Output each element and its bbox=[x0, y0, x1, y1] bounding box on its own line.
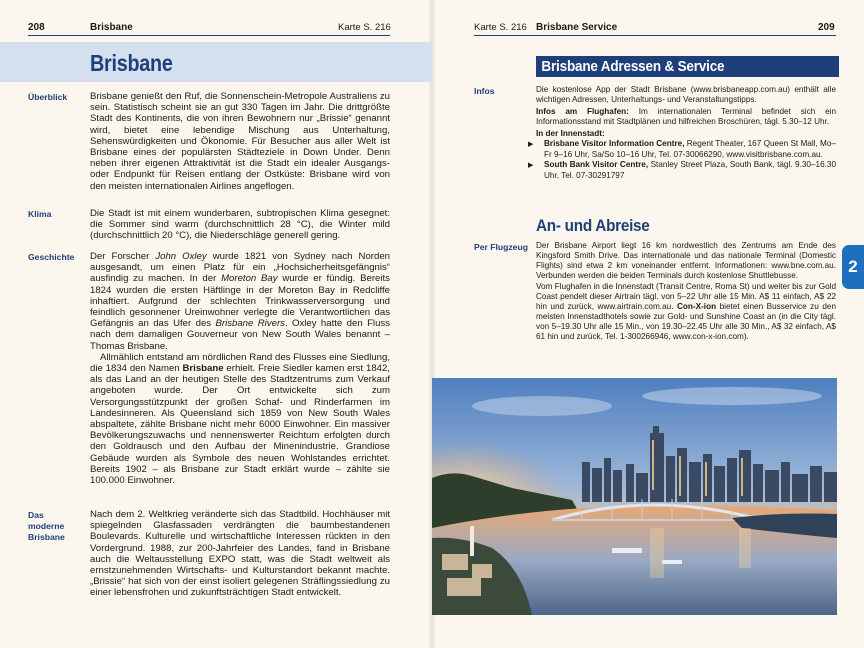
sidebar-label-flugzeug: Per Flugzeug bbox=[474, 242, 528, 252]
page-title: Brisbane bbox=[90, 50, 173, 76]
sidebar-label-infos: Infos bbox=[474, 86, 495, 96]
right-running-title: Brisbane Service bbox=[536, 22, 618, 33]
arrival-title: An- und Abreise bbox=[536, 216, 650, 235]
flight-block bbox=[536, 241, 836, 342]
sidebar-label-ueberblick: Überblick bbox=[28, 92, 68, 102]
left-page-number: 208 bbox=[28, 22, 45, 33]
left-title-band bbox=[0, 42, 432, 82]
infos-block bbox=[528, 85, 837, 181]
info-centre-item: ▶ South Bank Visitor Centre, Stanley Street Plaza, South Bank, tägl. 9.30–16.30 Uhr, Tel. 07-30291797 bbox=[528, 160, 837, 180]
section-ueberblick-text: Brisbane genießt den Ruf, die Sonnenschein-Metropole Australiens zu sein. Statistisch scheint sie an gut 330 Tagen im Jahr. Die drittgrößte Stadt des Kontinents, die von ihren Bewohnern nur „Brissie“ genannt wird, bietet eine lebendige Mischung aus Unterhaltung, Sehenswürdigkeiten und Ökonomie. Für Besucher aus aller Welt ist Brisbane eines der populärsten Städteziele in Down Under. Denn neben ihrer eigenen Attraktivität ist die Stadt ein idealer Ausgangs- oder Endpunkt für Reisen entlang der Ostküste: Brisbane wird von den meisten internationalen Airlines angeflogen. bbox=[90, 91, 390, 192]
bullet-arrow-icon: ▶ bbox=[528, 162, 534, 169]
flight-airport-text: Der Brisbane Airport liegt 16 km nordwestlich des Zentrums am Ende des Kingsford Smith Drive. Das internationale und das nationale Terminal (Domestic Flights) sind etwa 2 km voneinander entfernt. Informationen: www.bne.com.au. Verbunden werden die beiden Terminals durch kostenlose Shuttlebusse. bbox=[536, 241, 836, 280]
section-klima-text: Die Stadt ist mit einem wunderbaren, subtropischen Klima gesegnet: die Sommer sind warm (durchschnittlich 28 °C), die Winter mild (durchschnittlich 20 °C), die Niederschläge generell gering. bbox=[90, 208, 390, 242]
infos-city-label: In der Innenstadt: bbox=[536, 129, 605, 138]
left-header-rule bbox=[28, 35, 390, 36]
brisbane-skyline-photo bbox=[432, 378, 837, 615]
section-geschichte-text bbox=[90, 251, 390, 486]
infos-app-text: Die kostenlose App der Stadt Brisbane (www.brisbaneapp.com.au) enthält alle wichtigen Adressen, Unterhaltungs- und Veranstaltungstipps. bbox=[536, 85, 836, 104]
right-map-reference: Karte S. 216 bbox=[474, 22, 527, 33]
geschichte-p1: Der Forscher John Oxley wurde 1821 von Sydney nach Norden ausgesandt, um einen Platz für ein „Hochsicherheitsgefängnis“ ausfindig zu machen. In der Moreton Bay wurde er fündig. Bereits 1824 wurden die ersten Häftlinge in der Moreton Bay in Redcliffe inhaftiert. Aufgrund der schlechten Trinkwasserversorgung und feindlich gesonnener Ureinwohner verlegte die Verantwortlichen das Gefängnis an das Ufer des Brisbane Rivers. Oxley hatte den Fluss nach dem damaligen Gouverneur von New South Wales benannt – Thomas Brisbane. bbox=[90, 251, 390, 352]
sidebar-label-geschichte: Geschichte bbox=[28, 252, 75, 262]
sidebar-label-modern: Das moderne Brisbane bbox=[28, 510, 65, 542]
chapter-tab: 2 bbox=[842, 245, 864, 289]
right-page-number: 209 bbox=[818, 22, 835, 33]
section-modern-text: Nach dem 2. Weltkrieg veränderte sich das Stadtbild. Hochhäuser mit spiegelnden Glasfassaden verdrängten die baumbestandenen Boulevards. Kulturelle und wirtschaftliche Interessen rückten in den Vordergrund. 1988, zur 200-Jahrfeier des Landes, fand in Brisbane auch die Weltausstellung EXPO statt, was die Stadt weltweit als ernstzunehmenden Wirtschafts- und Kulturstandort bekannt machte. „Brissie“ hat sich von der einst isoliert gelegenen Sträflingssiedlung zu einer lebensfrohen und zukunftsträchtigen Stadt entwickelt. bbox=[90, 509, 390, 599]
service-title: Brisbane Adressen & Service bbox=[541, 58, 725, 75]
left-running-title: Brisbane bbox=[90, 22, 133, 33]
right-header-rule bbox=[474, 35, 836, 36]
flight-transfer-text: Vom Flughafen in die Innenstadt (Transit Centre, Roma St) und weiter bis zur Gold Coast pendelt dieser Airtrain tägl. von 5–22 Uhr alle 15 Min. A$ 11 einfach, A$ 22 hin und zurück, www.airtrain.com.au. Con-X-ion bietet einen Busservice zu den meisten Innenstadthotels sowie zur Gold- und Sunshine Coast an (in die City tägl. von 5–19.30 Uhr alle 15 Min., von 19.30–22.45 Uhr alle 30 Min., A$ 32 einfach, A$ 61 hin und zurück, Tel. 1-300266946, www.con-x-ion.com). bbox=[536, 282, 836, 341]
service-title-box bbox=[536, 56, 839, 77]
info-centre-item: ▶ Brisbane Visitor Information Centre, Regent Theater, 167 Queen St Mall, Mo–Fr 9–16 Uhr, Sa/So 10–16 Uhr, Tel. 07-30066290, www.visitbrisbane.com.au. bbox=[528, 139, 836, 159]
bullet-arrow-icon: ▶ bbox=[528, 141, 534, 148]
geschichte-p2: Allmählich entstand am nördlichen Rand des Flusses eine Siedlung, die 1834 den Namen Brisbane erhielt. Freie Siedler kamen erst 1842, als das Land an der heutigen Stelle des Stadtzentrums zum Verkauf angeboten wurde. Der Ort entwickelte sich zum Versorgungsstützpunkt der großen Schaf- und Rinderfarmen im Landesinneren. Als Queensland sich 1859 von New South Wales abspaltete, zählte Brisbane nicht mehr 6000 Einwohner. Ein massiver Bevölkerungszuwachs und nennenswerter Reichtum erfolgten durch den Goldrausch und den Aufbau der Minenindustrie. Grandiose Gebäude wurden als Symbole des neuen Wohlstandes errichtet. Bereits 1902 – als Brisbane zur Stadt erklärt wurde – zählte sie 100.000 Einwohner. bbox=[90, 351, 390, 487]
left-map-reference: Karte S. 216 bbox=[338, 22, 391, 33]
infos-airport: Infos am Flughafen: Im internationalen Terminal befindet sich ein Informationsstand mit Stadtplänen und hilfreichen Broschüren, tägl. 5.30–12 Uhr. bbox=[536, 107, 837, 126]
sidebar-label-klima: Klima bbox=[28, 209, 52, 219]
